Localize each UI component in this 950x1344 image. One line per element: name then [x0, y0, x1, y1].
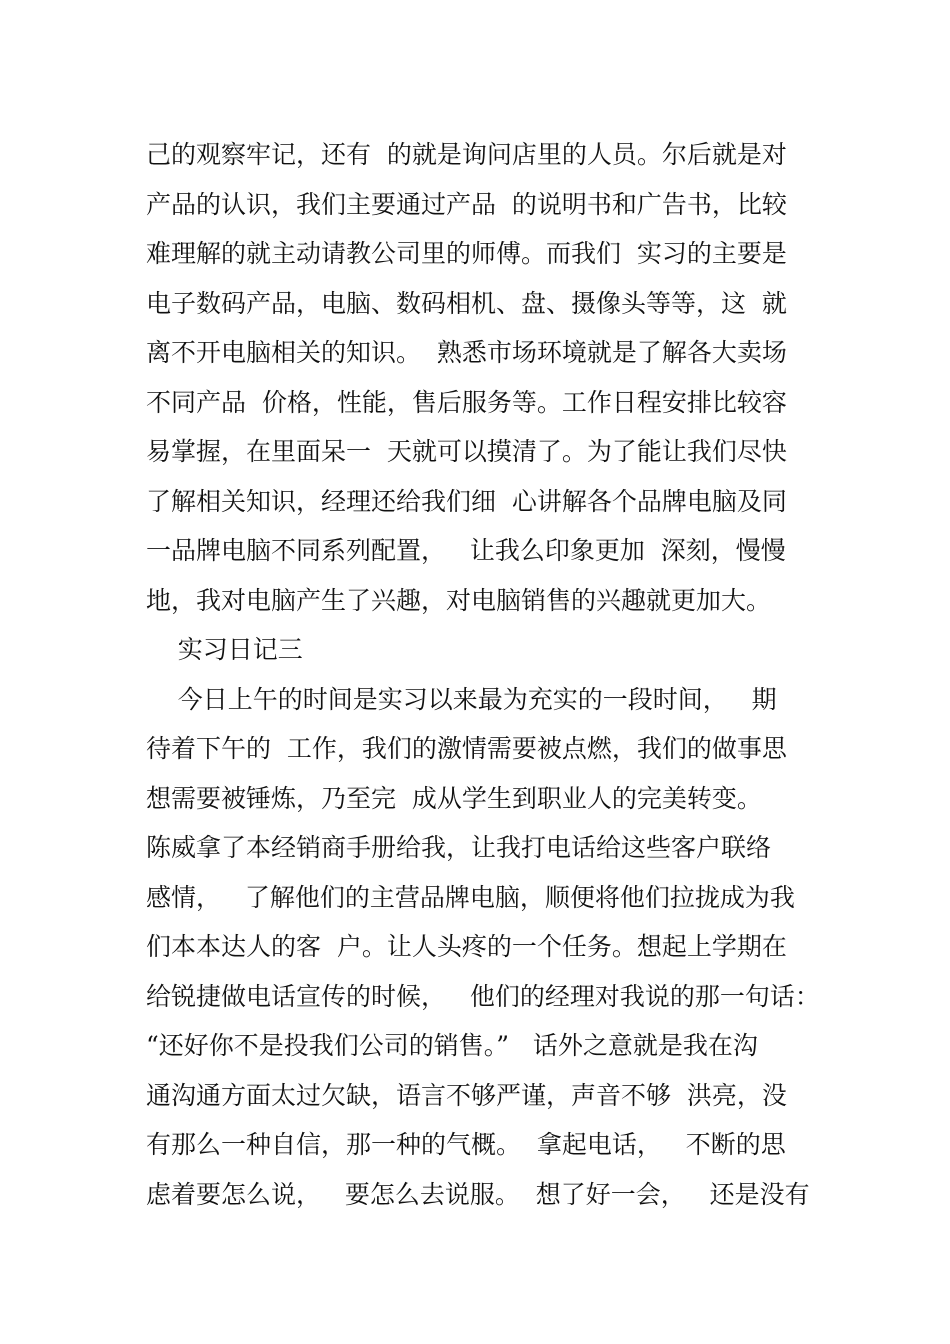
text-line: 陈威拿了本经销商手册给我，让我打电话给这些客户联络 — [146, 833, 772, 862]
text-line: 想需要被锤炼，乃至完 成从学生到职业人的完美转变。 — [146, 783, 762, 813]
text-line: 待着下午的 工作，我们的激情需要被点燃，我们的做事思 — [146, 734, 787, 763]
text-line: 有那么一种自信，那一种的气概。 拿起电话， 不断的思 — [146, 1130, 786, 1159]
text-line: 一品牌电脑不同系列配置， 让我么印象更加 深刻，慢慢 — [146, 536, 786, 565]
text-line: 们本本达人的客 户。让人头疼的一个任务。想起上学期在 — [146, 932, 787, 961]
text-line: 易掌握，在里面呆一 天就可以摸清了。为了能让我们尽快 — [146, 437, 787, 466]
text-line: 不同产品 价格，性能，售后服务等。工作日程安排比较容 — [146, 387, 787, 417]
text-line: 产品的认识，我们主要通过产品 的说明书和广告书，比较 — [146, 189, 787, 219]
text-line: 地，我对电脑产生了兴趣，对电脑销售的兴趣就更加大。 — [146, 585, 772, 615]
text-line: 虑着要怎么说， 要怎么去说服。 想了好一会， 还是没有 — [146, 1179, 810, 1209]
text-line: 己的观察牢记，还有 的就是询问店里的人员。尔后就是对 — [146, 140, 787, 169]
text-line: 离不开电脑相关的知识。 熟悉市场环境就是了解各大卖场 — [146, 338, 787, 367]
text-line: 了解相关知识，经理还给我们细 心讲解各个品牌电脑及同 — [146, 486, 787, 516]
text-line: “还好你不是投我们公司的销售。” 话外之意就是我在沟 — [146, 1031, 758, 1060]
text-line: 难理解的就主动请教公司里的师傅。而我们 实习的主要是 — [146, 239, 787, 268]
body-text — [146, 130, 820, 1219]
text-line: 通沟通方面太过欠缺，语言不够严谨，声音不够 洪亮，没 — [146, 1080, 787, 1110]
text-line: 给锐捷做电话宣传的时候， 他们的经理对我说的那一句话： — [146, 981, 820, 1011]
text-line: 感情， 了解他们的主营品牌电脑，顺便将他们拉拢成为我 — [146, 882, 795, 912]
section-heading: 实习日记三 — [146, 635, 303, 664]
text-line: 电子数码产品，电脑、数码相机、盘、摄像头等等，这 就 — [146, 288, 787, 318]
text-line: 今日上午的时间是实习以来最为充实的一段时间， 期 — [146, 684, 777, 714]
